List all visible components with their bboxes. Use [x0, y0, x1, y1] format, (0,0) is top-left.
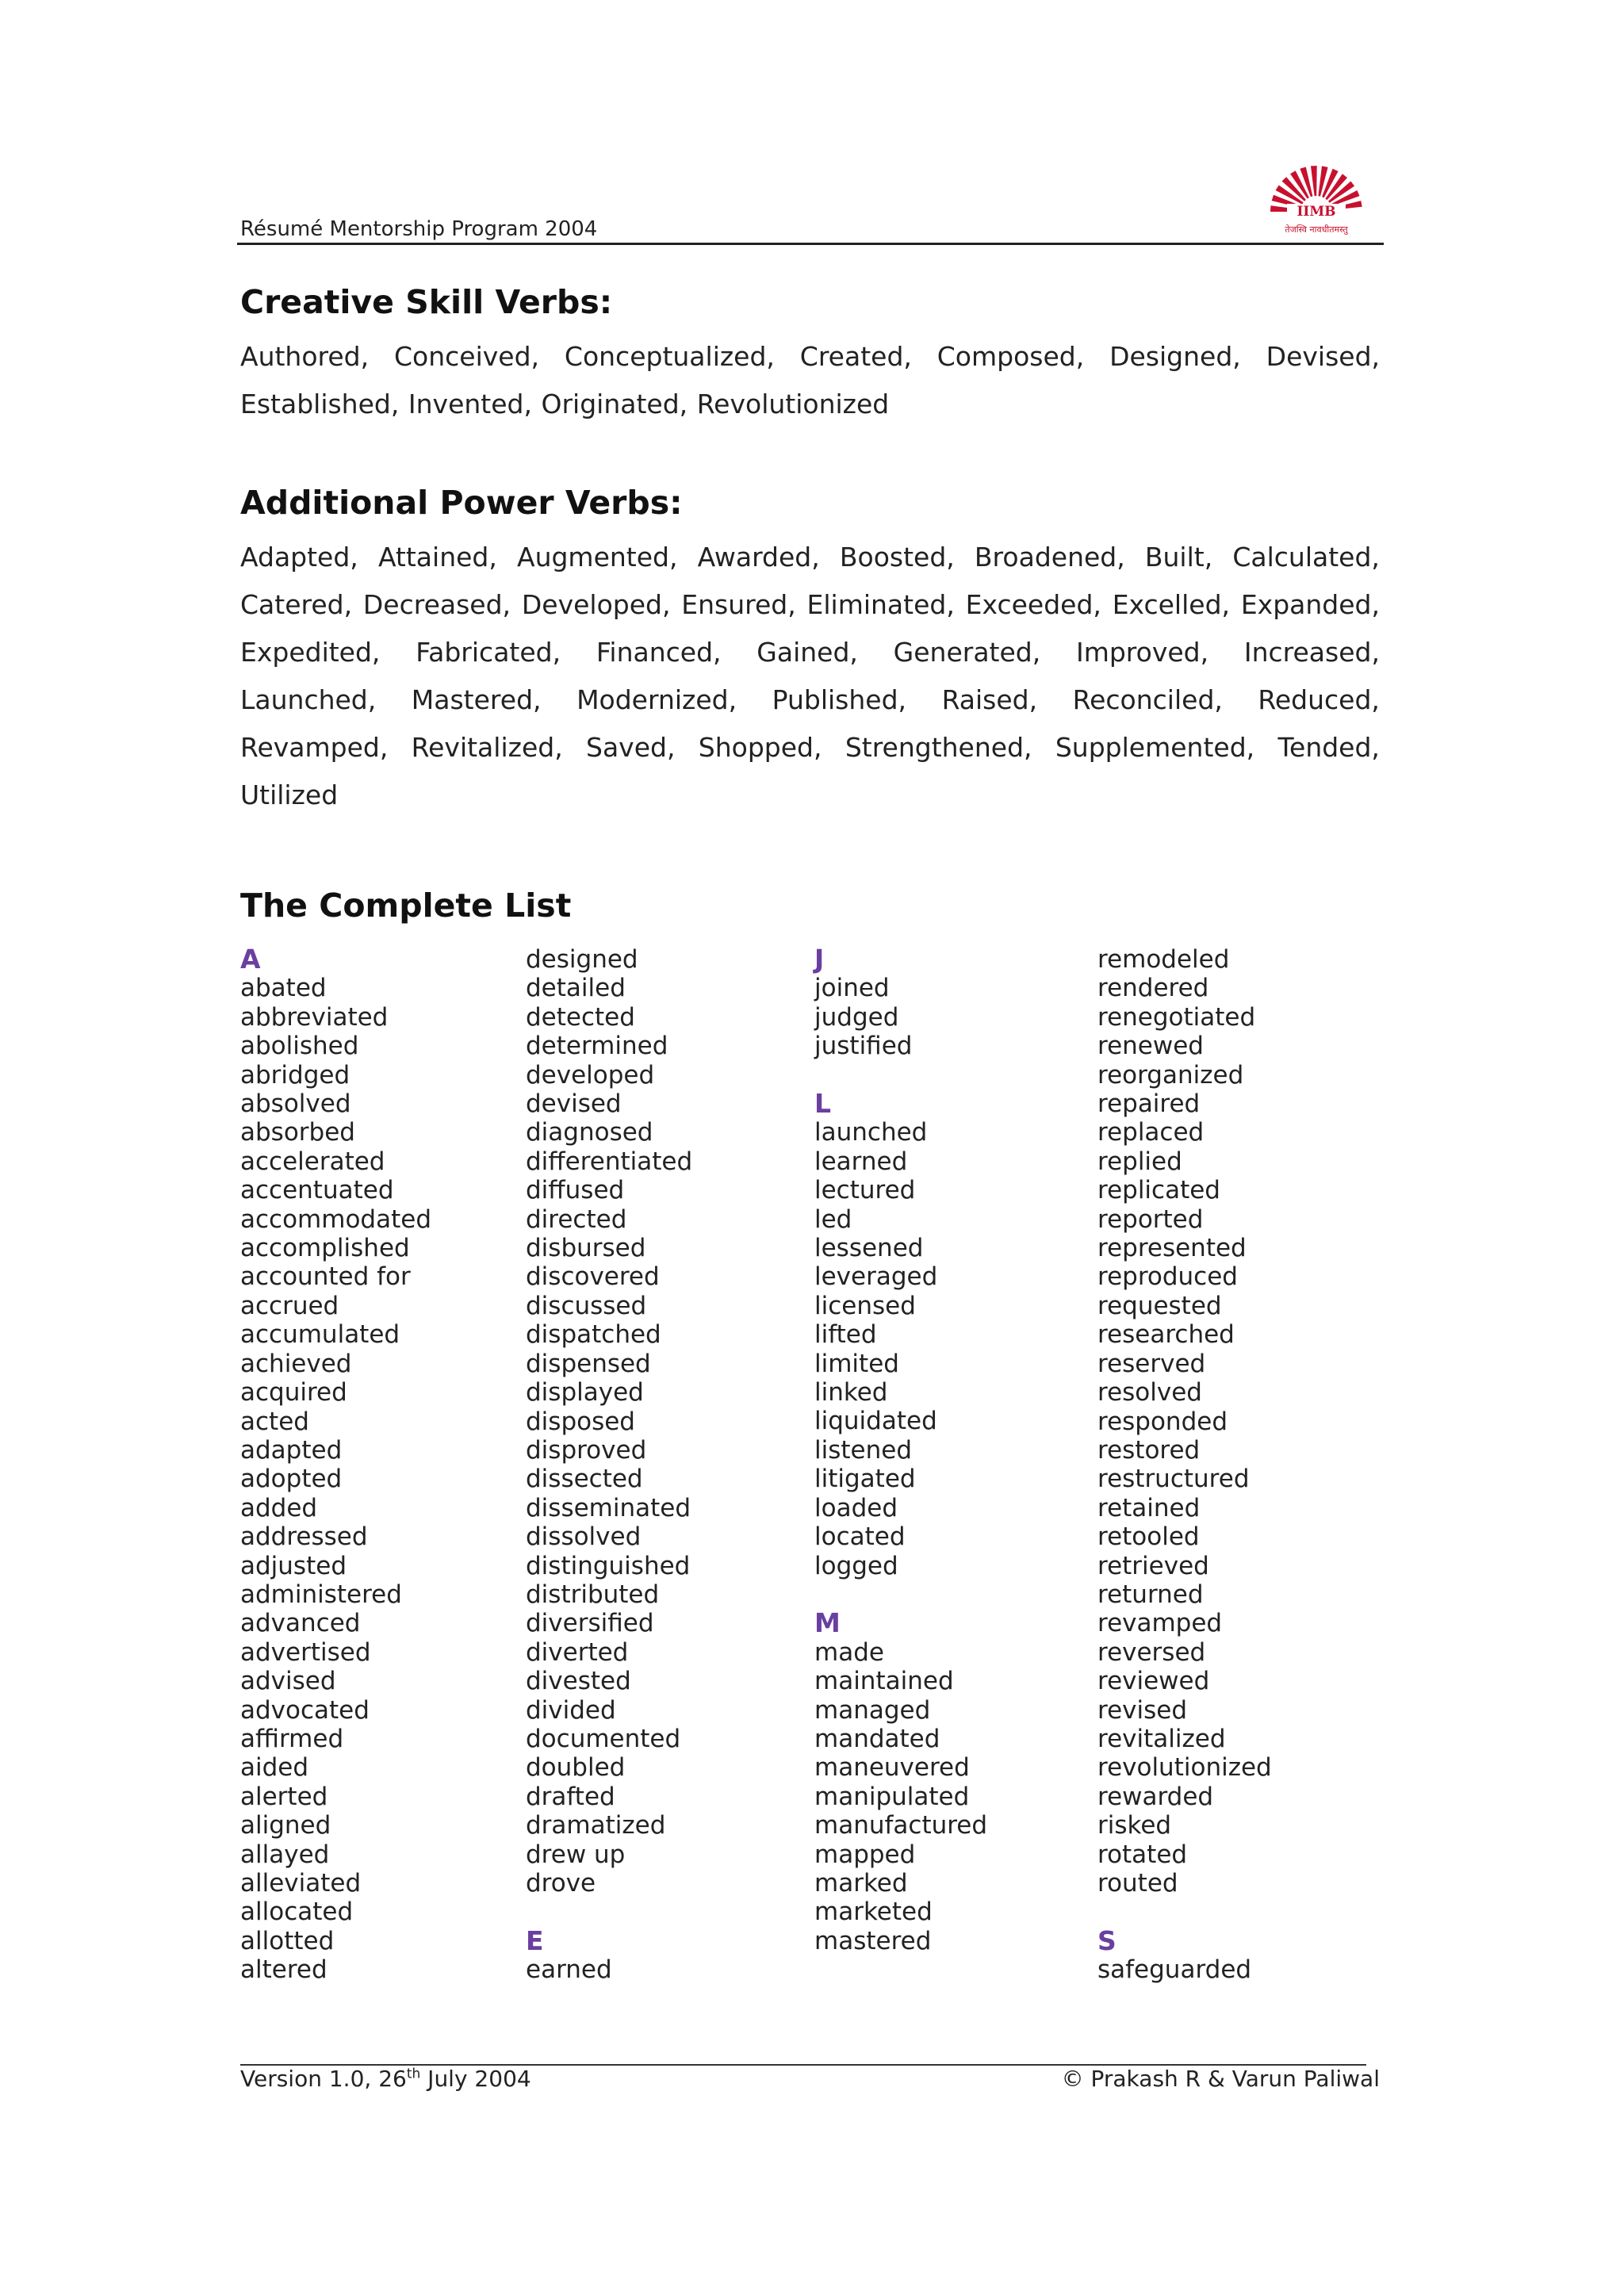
verb-item: allotted [240, 1926, 335, 1955]
verb-item: detected [526, 1002, 635, 1032]
verb-item: researched [1097, 1320, 1235, 1350]
verb-item: abridged [240, 1060, 350, 1090]
verb-item: rewarded [1097, 1782, 1214, 1811]
header-program-title: Résumé Mentorship Program 2004 [240, 217, 598, 241]
creative-verb-word: Devised, [1266, 341, 1380, 372]
letter-heading: S [1097, 1924, 1116, 1956]
verb-item: listened [814, 1435, 913, 1465]
verb-item: reserved [1097, 1349, 1206, 1378]
verb-item: aligned [240, 1811, 331, 1840]
verb-item: diverted [526, 1637, 629, 1667]
verb-item: doubled [526, 1753, 626, 1783]
verb-item: linked [814, 1378, 888, 1407]
power-verb-word: Reconciled, [1072, 684, 1223, 715]
verb-item: advocated [240, 1695, 370, 1725]
power-verb-word: Developed, [521, 589, 671, 620]
verb-item: divided [526, 1695, 616, 1725]
verb-item: renegotiated [1097, 1002, 1256, 1032]
verb-item: mapped [814, 1840, 916, 1869]
verb-item: drove [526, 1869, 596, 1898]
power-verb-word: Decreased, [362, 589, 511, 620]
verb-item: reorganized [1097, 1060, 1244, 1090]
verb-item: aided [240, 1753, 309, 1783]
verb-item: disproved [526, 1435, 647, 1465]
power-verb-word: Modernized, [576, 684, 737, 715]
verb-item: restored [1097, 1435, 1201, 1465]
verb-item: rotated [1097, 1840, 1188, 1869]
verb-item: divested [526, 1667, 631, 1696]
power-verb-word: Saved, [586, 732, 676, 763]
verb-item: diffused [526, 1176, 625, 1205]
verb-item: maneuvered [814, 1753, 970, 1783]
verb-item: launched [814, 1118, 928, 1147]
verb-item: alleviated [240, 1869, 362, 1898]
power-verb-word: Financed, [596, 637, 722, 668]
verb-item: accrued [240, 1291, 339, 1320]
verb-item: affirmed [240, 1724, 344, 1753]
creative-verbs-paragraph [240, 333, 1380, 428]
verb-item: detailed [526, 974, 626, 1003]
power-verb-word: Awarded, [697, 542, 820, 573]
creative-verbs-heading: Creative Skill Verbs: [240, 283, 613, 321]
power-verb-line [240, 629, 1380, 676]
verb-item: risked [1097, 1811, 1172, 1840]
verb-item: limited [814, 1349, 899, 1378]
verb-item: allocated [240, 1898, 354, 1927]
logo-ray [1311, 166, 1317, 196]
letter-heading: L [814, 1088, 832, 1120]
power-verb-word: Built, [1144, 542, 1213, 573]
verb-item: repaired [1097, 1090, 1201, 1119]
verb-item: retooled [1097, 1522, 1200, 1552]
power-verb-word: Excelled, [1112, 589, 1231, 620]
verb-item: reviewed [1097, 1667, 1210, 1696]
verb-item: dramatized [526, 1811, 666, 1840]
verb-item: logged [814, 1551, 898, 1580]
verb-item: developed [526, 1060, 655, 1090]
verb-item: lifted [814, 1320, 877, 1350]
creative-verb-word: Established, [240, 389, 400, 419]
verb-column-3 [814, 945, 987, 1955]
verb-item: rendered [1097, 974, 1209, 1003]
verb-item: reversed [1097, 1637, 1206, 1667]
power-verb-word: Utilized [240, 779, 339, 810]
power-verb-word: Gained, [756, 637, 858, 668]
power-verb-word: Fabricated, [416, 637, 561, 668]
verb-item: justified [814, 1032, 913, 1061]
verb-item: disseminated [526, 1493, 691, 1522]
verb-item: reproduced [1097, 1262, 1238, 1292]
power-verb-word: Mastered, [411, 684, 542, 715]
verb-item: accounted for [240, 1262, 411, 1292]
verb-item: accentuated [240, 1176, 394, 1205]
verb-item: documented [526, 1724, 681, 1753]
verb-item: earned [526, 1955, 612, 1985]
verb-item: loaded [814, 1493, 898, 1522]
verb-item: retained [1097, 1493, 1201, 1522]
power-verb-word: Reduced, [1258, 684, 1380, 715]
power-verb-word: Augmented, [517, 542, 678, 573]
verb-item: manufactured [814, 1811, 988, 1840]
verb-item: alerted [240, 1782, 328, 1811]
power-verb-word: Calculated, [1232, 542, 1380, 573]
section-gap [814, 1061, 987, 1090]
verb-item: maintained [814, 1667, 954, 1696]
creative-verb-word: Revolutionized [696, 389, 890, 419]
power-verb-word: Strengthened, [845, 732, 1032, 763]
verb-item: acquired [240, 1378, 347, 1407]
verb-column-1 [240, 945, 431, 1985]
power-verb-word: Attained, [377, 542, 497, 573]
verb-item: reported [1097, 1204, 1204, 1234]
verb-item: joined [814, 974, 890, 1003]
creative-verb-line [240, 381, 1380, 428]
verb-item: accomplished [240, 1234, 410, 1263]
verb-item: diversified [526, 1609, 654, 1638]
verb-item: replied [1097, 1147, 1182, 1176]
letter-heading: A [240, 944, 261, 975]
verb-item: licensed [814, 1291, 916, 1320]
verb-item: discussed [526, 1291, 647, 1320]
verb-item: led [814, 1204, 852, 1234]
verb-item: accumulated [240, 1320, 400, 1350]
verb-item: located [814, 1522, 906, 1552]
verb-item: differentiated [526, 1147, 693, 1176]
verb-item: adjusted [240, 1551, 347, 1580]
header-rule [237, 243, 1384, 245]
footer-version [240, 2066, 531, 2092]
verb-item: adopted [240, 1465, 343, 1494]
section-gap [526, 1898, 692, 1926]
footer-version-date: July 2004 [420, 2066, 531, 2092]
verb-item: renewed [1097, 1032, 1204, 1061]
power-verb-word: Revamped, [240, 732, 389, 763]
power-verb-word: Raised, [941, 684, 1038, 715]
power-verb-line [240, 772, 1380, 819]
verb-item: litigated [814, 1465, 916, 1494]
power-verb-word: Exceeded, [965, 589, 1101, 620]
verb-item: abolished [240, 1032, 359, 1061]
power-verb-line [240, 581, 1380, 629]
verb-item: made [814, 1637, 884, 1667]
verb-item: designed [526, 945, 638, 974]
verb-item: safeguarded [1097, 1955, 1252, 1985]
verb-item: advised [240, 1667, 336, 1696]
verb-item: abbreviated [240, 1002, 389, 1032]
verb-item: disbursed [526, 1234, 646, 1263]
power-verb-word: Ensured, [681, 589, 796, 620]
verb-item: abated [240, 974, 327, 1003]
verb-item: requested [1097, 1291, 1222, 1320]
verb-item: represented [1097, 1234, 1247, 1263]
verb-item: mandated [814, 1724, 940, 1753]
verb-item: absolved [240, 1090, 351, 1119]
verb-item: achieved [240, 1349, 352, 1378]
verb-item: remodeled [1097, 945, 1230, 974]
power-verbs-heading: Additional Power Verbs: [240, 484, 683, 522]
verb-item: determined [526, 1032, 668, 1061]
power-verb-word: Expanded, [1240, 589, 1380, 620]
verb-item: leveraged [814, 1262, 938, 1292]
power-verb-word: Published, [772, 684, 907, 715]
footer-copyright: © Prakash R & Varun Paliwal [1061, 2066, 1380, 2092]
verb-item: liquidated [814, 1407, 937, 1436]
verb-item: accelerated [240, 1147, 385, 1176]
verb-item: returned [1097, 1580, 1204, 1609]
verb-item: dissected [526, 1465, 643, 1494]
verb-item: distinguished [526, 1551, 691, 1580]
verb-item: mastered [814, 1926, 932, 1955]
letter-heading: E [526, 1924, 544, 1956]
verb-item: replaced [1097, 1118, 1205, 1147]
verb-item: managed [814, 1695, 931, 1725]
power-verb-word: Revitalized, [411, 732, 563, 763]
power-verb-word: Expedited, [240, 637, 381, 668]
verb-item: manipulated [814, 1782, 970, 1811]
verb-item: dispensed [526, 1349, 651, 1378]
creative-verb-word: Created, [799, 341, 912, 372]
verb-item: marked [814, 1868, 908, 1898]
power-verb-line [240, 724, 1380, 772]
verb-item: resolved [1097, 1378, 1202, 1407]
verb-item: revolutionized [1097, 1753, 1272, 1783]
verb-item: lessened [814, 1234, 924, 1263]
verb-item: drew up [526, 1840, 626, 1869]
verb-item: administered [240, 1580, 402, 1609]
verb-item: restructured [1097, 1465, 1250, 1494]
creative-verb-word: Composed, [936, 341, 1085, 372]
verb-item: dissolved [526, 1522, 642, 1552]
verb-item: acted [240, 1407, 309, 1436]
creative-verb-line [240, 333, 1380, 381]
verb-item: revamped [1097, 1609, 1223, 1638]
verb-item: displayed [526, 1378, 644, 1407]
verb-item: revised [1097, 1695, 1187, 1725]
verb-item: diagnosed [526, 1118, 653, 1147]
verb-column-4 [1097, 945, 1272, 1985]
creative-verb-word: Designed, [1109, 341, 1241, 372]
verb-item: allayed [240, 1840, 330, 1869]
power-verb-word: Broadened, [974, 542, 1125, 573]
iimb-logo [1257, 155, 1372, 242]
verb-item: added [240, 1493, 318, 1522]
creative-verb-word: Originated, [541, 389, 688, 419]
power-verb-word: Generated, [893, 637, 1041, 668]
power-verb-word: Launched, [240, 684, 377, 715]
verb-item: responded [1097, 1407, 1228, 1436]
verb-item: distributed [526, 1580, 660, 1609]
footer-version-sup: th [406, 2066, 421, 2082]
logo-motto: तेजस्वि नावधीतमस्तु [1285, 224, 1348, 235]
verb-item: advanced [240, 1609, 361, 1638]
verb-item: advertised [240, 1637, 371, 1667]
creative-verb-word: Invented, [408, 389, 532, 419]
verb-item: lectured [814, 1176, 916, 1205]
section-gap [814, 1580, 987, 1609]
verb-item: absorbed [240, 1118, 355, 1147]
creative-verb-word: Authored, [240, 341, 370, 372]
power-verb-word: Tended, [1277, 732, 1380, 763]
verb-item: routed [1097, 1869, 1178, 1898]
verb-item: adapted [240, 1435, 343, 1465]
verb-item: drafted [526, 1782, 615, 1811]
power-verb-word: Shopped, [698, 732, 822, 763]
letter-heading: J [814, 944, 825, 975]
footer-version-text: Version 1.0, 26 [240, 2066, 407, 2092]
verb-item: marketed [814, 1898, 933, 1927]
verb-item: disposed [526, 1407, 635, 1436]
verb-item: learned [814, 1147, 908, 1176]
verb-item: revitalized [1097, 1724, 1226, 1753]
verb-item: retrieved [1097, 1551, 1209, 1580]
power-verb-line [240, 534, 1380, 581]
power-verb-word: Improved, [1075, 637, 1209, 668]
section-gap [1097, 1898, 1272, 1926]
verb-item: devised [526, 1090, 622, 1119]
creative-verb-word: Conceived, [394, 341, 540, 372]
power-verbs-paragraph [240, 534, 1380, 819]
verb-item: addressed [240, 1522, 368, 1552]
power-verb-word: Eliminated, [806, 589, 955, 620]
verb-item: discovered [526, 1262, 660, 1292]
power-verb-word: Catered, [240, 589, 353, 620]
power-verb-word: Supplemented, [1055, 732, 1255, 763]
verb-item: altered [240, 1955, 327, 1985]
verb-item: accommodated [240, 1204, 431, 1234]
power-verb-word: Boosted, [839, 542, 955, 573]
verb-item: dispatched [526, 1320, 661, 1350]
complete-list-heading: The Complete List [240, 887, 572, 925]
creative-verb-word: Conceptualized, [564, 341, 775, 372]
power-verb-word: Adapted, [240, 542, 358, 573]
verb-item: directed [526, 1204, 627, 1234]
logo-text: IIMB [1297, 204, 1336, 220]
letter-heading: M [814, 1607, 841, 1639]
verb-item: judged [814, 1002, 899, 1032]
power-verb-word: Increased, [1243, 637, 1380, 668]
power-verb-line [240, 676, 1380, 724]
verb-item: replicated [1097, 1176, 1220, 1205]
verb-column-2 [526, 945, 692, 1985]
